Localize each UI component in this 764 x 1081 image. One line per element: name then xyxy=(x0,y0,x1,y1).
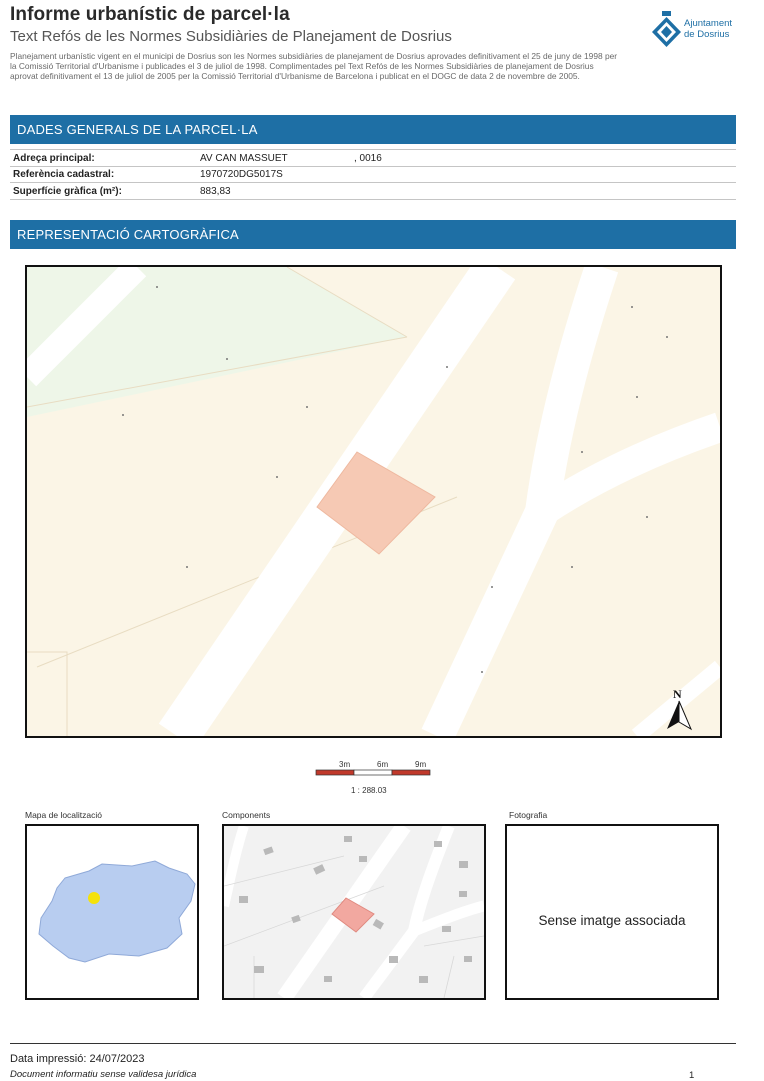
page-subtitle: Text Refós de les Normes Subsidiàries de Planejament de Dosrius xyxy=(10,28,452,45)
north-label: N xyxy=(673,687,682,701)
general-data-heading: DADES GENERALS DE LA PARCEL·LA xyxy=(10,115,736,144)
logo-line-1: Ajuntament xyxy=(684,18,733,29)
municipality-logo xyxy=(650,10,740,48)
cadastral-label: Referència cadastral: xyxy=(13,169,115,180)
print-date: Data impressió: 24/07/2023 xyxy=(10,1053,145,1065)
photo-placeholder: Sense imatge associada xyxy=(538,913,686,928)
location-map[interactable] xyxy=(25,824,199,1000)
legal-disclaimer: Document informatiu sense validesa jurídica xyxy=(10,1069,197,1080)
parcel-location-marker xyxy=(88,892,100,904)
scale-tick-6m: 6m xyxy=(377,760,389,769)
surface-value: 883,83 xyxy=(200,186,231,197)
cadastral-row xyxy=(10,166,736,183)
municipality-emblem-icon xyxy=(650,10,684,48)
footer-divider xyxy=(10,1043,736,1044)
cadastral-value: 1970720DG5017S xyxy=(200,169,283,180)
address-number: , 0016 xyxy=(354,153,382,164)
main-map-canvas xyxy=(27,267,720,736)
scale-ratio: 1 : 288.03 xyxy=(351,786,387,795)
surface-row xyxy=(10,183,736,200)
logo-line-2: de Dosrius xyxy=(684,29,730,40)
components-title: Components xyxy=(222,810,271,820)
address-row xyxy=(10,149,736,167)
photo-frame xyxy=(505,824,719,1000)
surface-label: Superfície gràfica (m²): xyxy=(13,186,122,197)
location-map-title: Mapa de localització xyxy=(25,810,103,820)
municipality-shape xyxy=(39,861,195,962)
scale-tick-3m: 3m xyxy=(339,760,351,769)
intro-text: Planejament urbanístic vigent en el municipi de Dosrius son les Normes subsidiàries de planejament de Dosrius aprovades definitivament el 25 de juny de 1998 per la Comissió Territorial d'Urbanisme i publicades el 3 de juliol de 1998. Complimentades pel Text Refós de les Normes Subsidiàries de planejament de Dosrius aprovat definitivament el 13 de juliol de 2005 per la Comissió Territorial d'Urbanisme de Barcelona i publicat en el DOGC de data 2 de novembre de 2005. xyxy=(10,51,618,81)
components-map[interactable] xyxy=(222,824,486,1000)
photo-title: Fotografia xyxy=(509,810,548,820)
main-map[interactable] xyxy=(25,265,722,738)
address-label: Adreça principal: xyxy=(13,153,95,164)
cartography-heading: REPRESENTACIÓ CARTOGRÀFICA xyxy=(10,220,736,249)
page-title: Informe urbanístic de parcel·la xyxy=(10,4,290,25)
scale-tick-9m: 9m xyxy=(415,760,427,769)
scale-bar xyxy=(313,757,433,797)
page-number: 1 xyxy=(689,1070,695,1081)
address-street: AV CAN MASSUET xyxy=(200,153,288,164)
